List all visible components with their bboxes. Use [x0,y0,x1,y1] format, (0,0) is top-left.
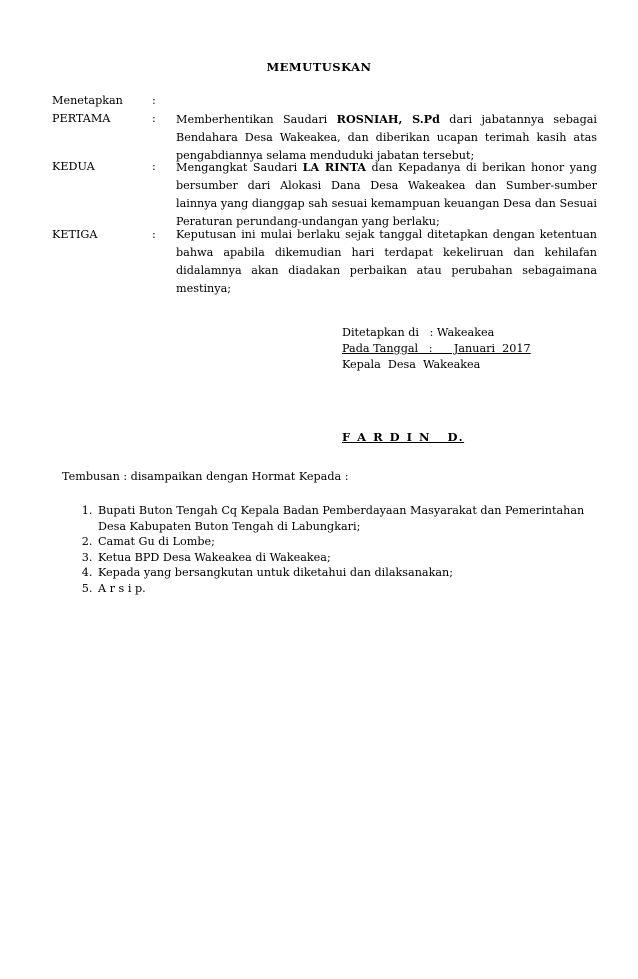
list-item: 4. Kepada yang bersangkutan untuk diketahui dan dilaksanakan; [96,565,596,581]
kedua-text [176,158,597,231]
sig-jabatan: Kepala Desa Wakeakea [342,358,481,371]
pertama-name: ROSNIAH, S.Pd [336,112,440,126]
kedua-colon: : [152,160,156,173]
list-item: 5. A r s i p. [96,581,596,597]
pertama-text-post: dari jabatannya sebagai Bendahara Desa Wakeakea, dan diberikan ucapan terimah kasih atas pengabdiannya selama menduduki jabatan tersebut; [176,113,597,162]
kedua-label: KEDUA [52,160,95,173]
menetapkan-label: Menetapkan [52,94,123,107]
ketiga-text: Keputusan ini mulai berlaku sejak tanggal ditetapkan dengan ketentuan bahwa apabila dikemudian hari terdapat kekeliruan dan kehilafan didalamnya akan diadakan perbaikan atau perubahan sebagaimana mestinya; [176,228,597,295]
document-title: MEMUTUSKAN [266,60,372,74]
menetapkan-colon: : [152,94,156,107]
sig-ditetapkan: Ditetapkan di : Wakeakea [342,326,495,339]
list-item: 3. Ketua BPD Desa Wakeakea di Wakeakea; [96,550,596,566]
sig-tanggal: Pada Tanggal : Januari 2017 [342,342,531,355]
kedua-text-pre: Mengangkat Saudari [176,161,303,174]
pertama-text [176,110,597,165]
pertama-text-pre: Memberhentikan Saudari [176,113,337,126]
list-item: 2. Camat Gu di Lombe; [96,534,596,550]
ketiga-colon: : [152,228,156,241]
kedua-name: LA RINTA [302,160,367,174]
tembusan-title: Tembusan : disampaikan dengan Hormat Kepada : [62,470,349,483]
kedua-text-post: dan Kepadanya di berikan honor yang bersumber dari Alokasi Dana Desa Wakeakea dan Sumber-sumber lainnya yang dianggap sah sesuai kemampuan keuangan Desa dan Sesuai Peraturan perundang-undangan yang berlaku; [176,161,597,228]
tembusan-list [62,503,596,596]
ketiga-label: KETIGA [52,228,98,241]
pertama-colon: : [152,112,156,125]
signatory-name: F A R D I N D. [342,430,465,444]
pertama-label: PERTAMA [52,112,111,125]
list-item: 1. Bupati Buton Tengah Cq Kepala Badan Pemberdayaan Masyarakat dan Pemerintahan Desa Kabupaten Buton Tengah di Labungkari; [96,503,596,534]
